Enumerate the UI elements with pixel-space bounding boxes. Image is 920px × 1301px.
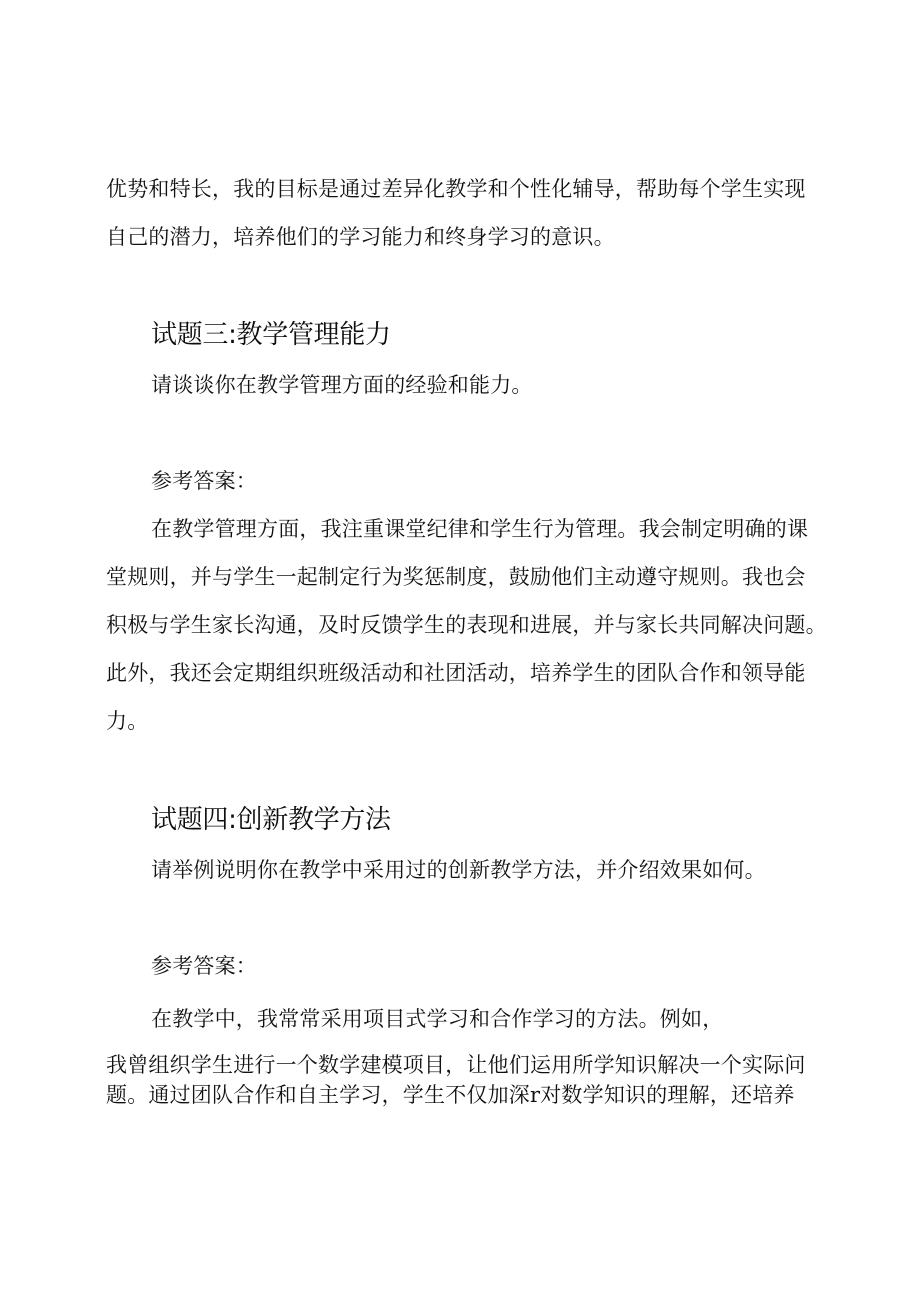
question4-heading: 试题四:创新教学方法 xyxy=(151,805,391,835)
question3-answer-line-1: 在教学管理方面，我注重课堂纪律和学生行为管理。我会制定明确的课 xyxy=(151,517,809,541)
question4-answer-label: 参考答案： xyxy=(151,954,257,978)
question4-prompt: 请举例说明你在教学中采用过的创新教学方法，并介绍效果如何。 xyxy=(151,858,766,882)
intro-line-1: 优势和特长，我的目标是通过差异化教学和个性化辅导，帮助每个学生实现 xyxy=(106,177,806,201)
question4-answer-line-3: 题。通过团队合作和自主学习，学生不仅加深r对数学知识的理解，还培养 xyxy=(106,1083,795,1107)
question4-answer-line-2: 我曾组织学生进行一个数学建模项目，让他们运用所学知识解决一个实际问 xyxy=(106,1053,806,1077)
question4-answer-line-1: 在教学中，我常常采用项目式学习和合作学习的方法。例如， xyxy=(151,1007,724,1031)
question3-answer-label: 参考答案： xyxy=(151,469,257,493)
question3-heading: 试题三:教学管理能力 xyxy=(151,320,391,350)
question3-answer-line-5: 力。 xyxy=(106,709,149,733)
question3-answer-line-4: 此外，我还会定期组织班级活动和社团活动，培养学生的团队合作和领导能 xyxy=(106,661,806,685)
question3-answer-line-3: 积极与学生家长沟通，及时反馈学生的表现和进展，并与家长共同解决问题。 xyxy=(106,613,827,637)
question3-answer-line-2: 堂规则，并与学生一起制定行为奖惩制度，鼓励他们主动遵守规则。我也会 xyxy=(106,565,806,589)
question3-prompt: 请谈谈你在教学管理方面的经验和能力。 xyxy=(151,373,533,397)
intro-line-2: 自己的潜力，培养他们的学习能力和终身学习的意识。 xyxy=(106,225,615,249)
